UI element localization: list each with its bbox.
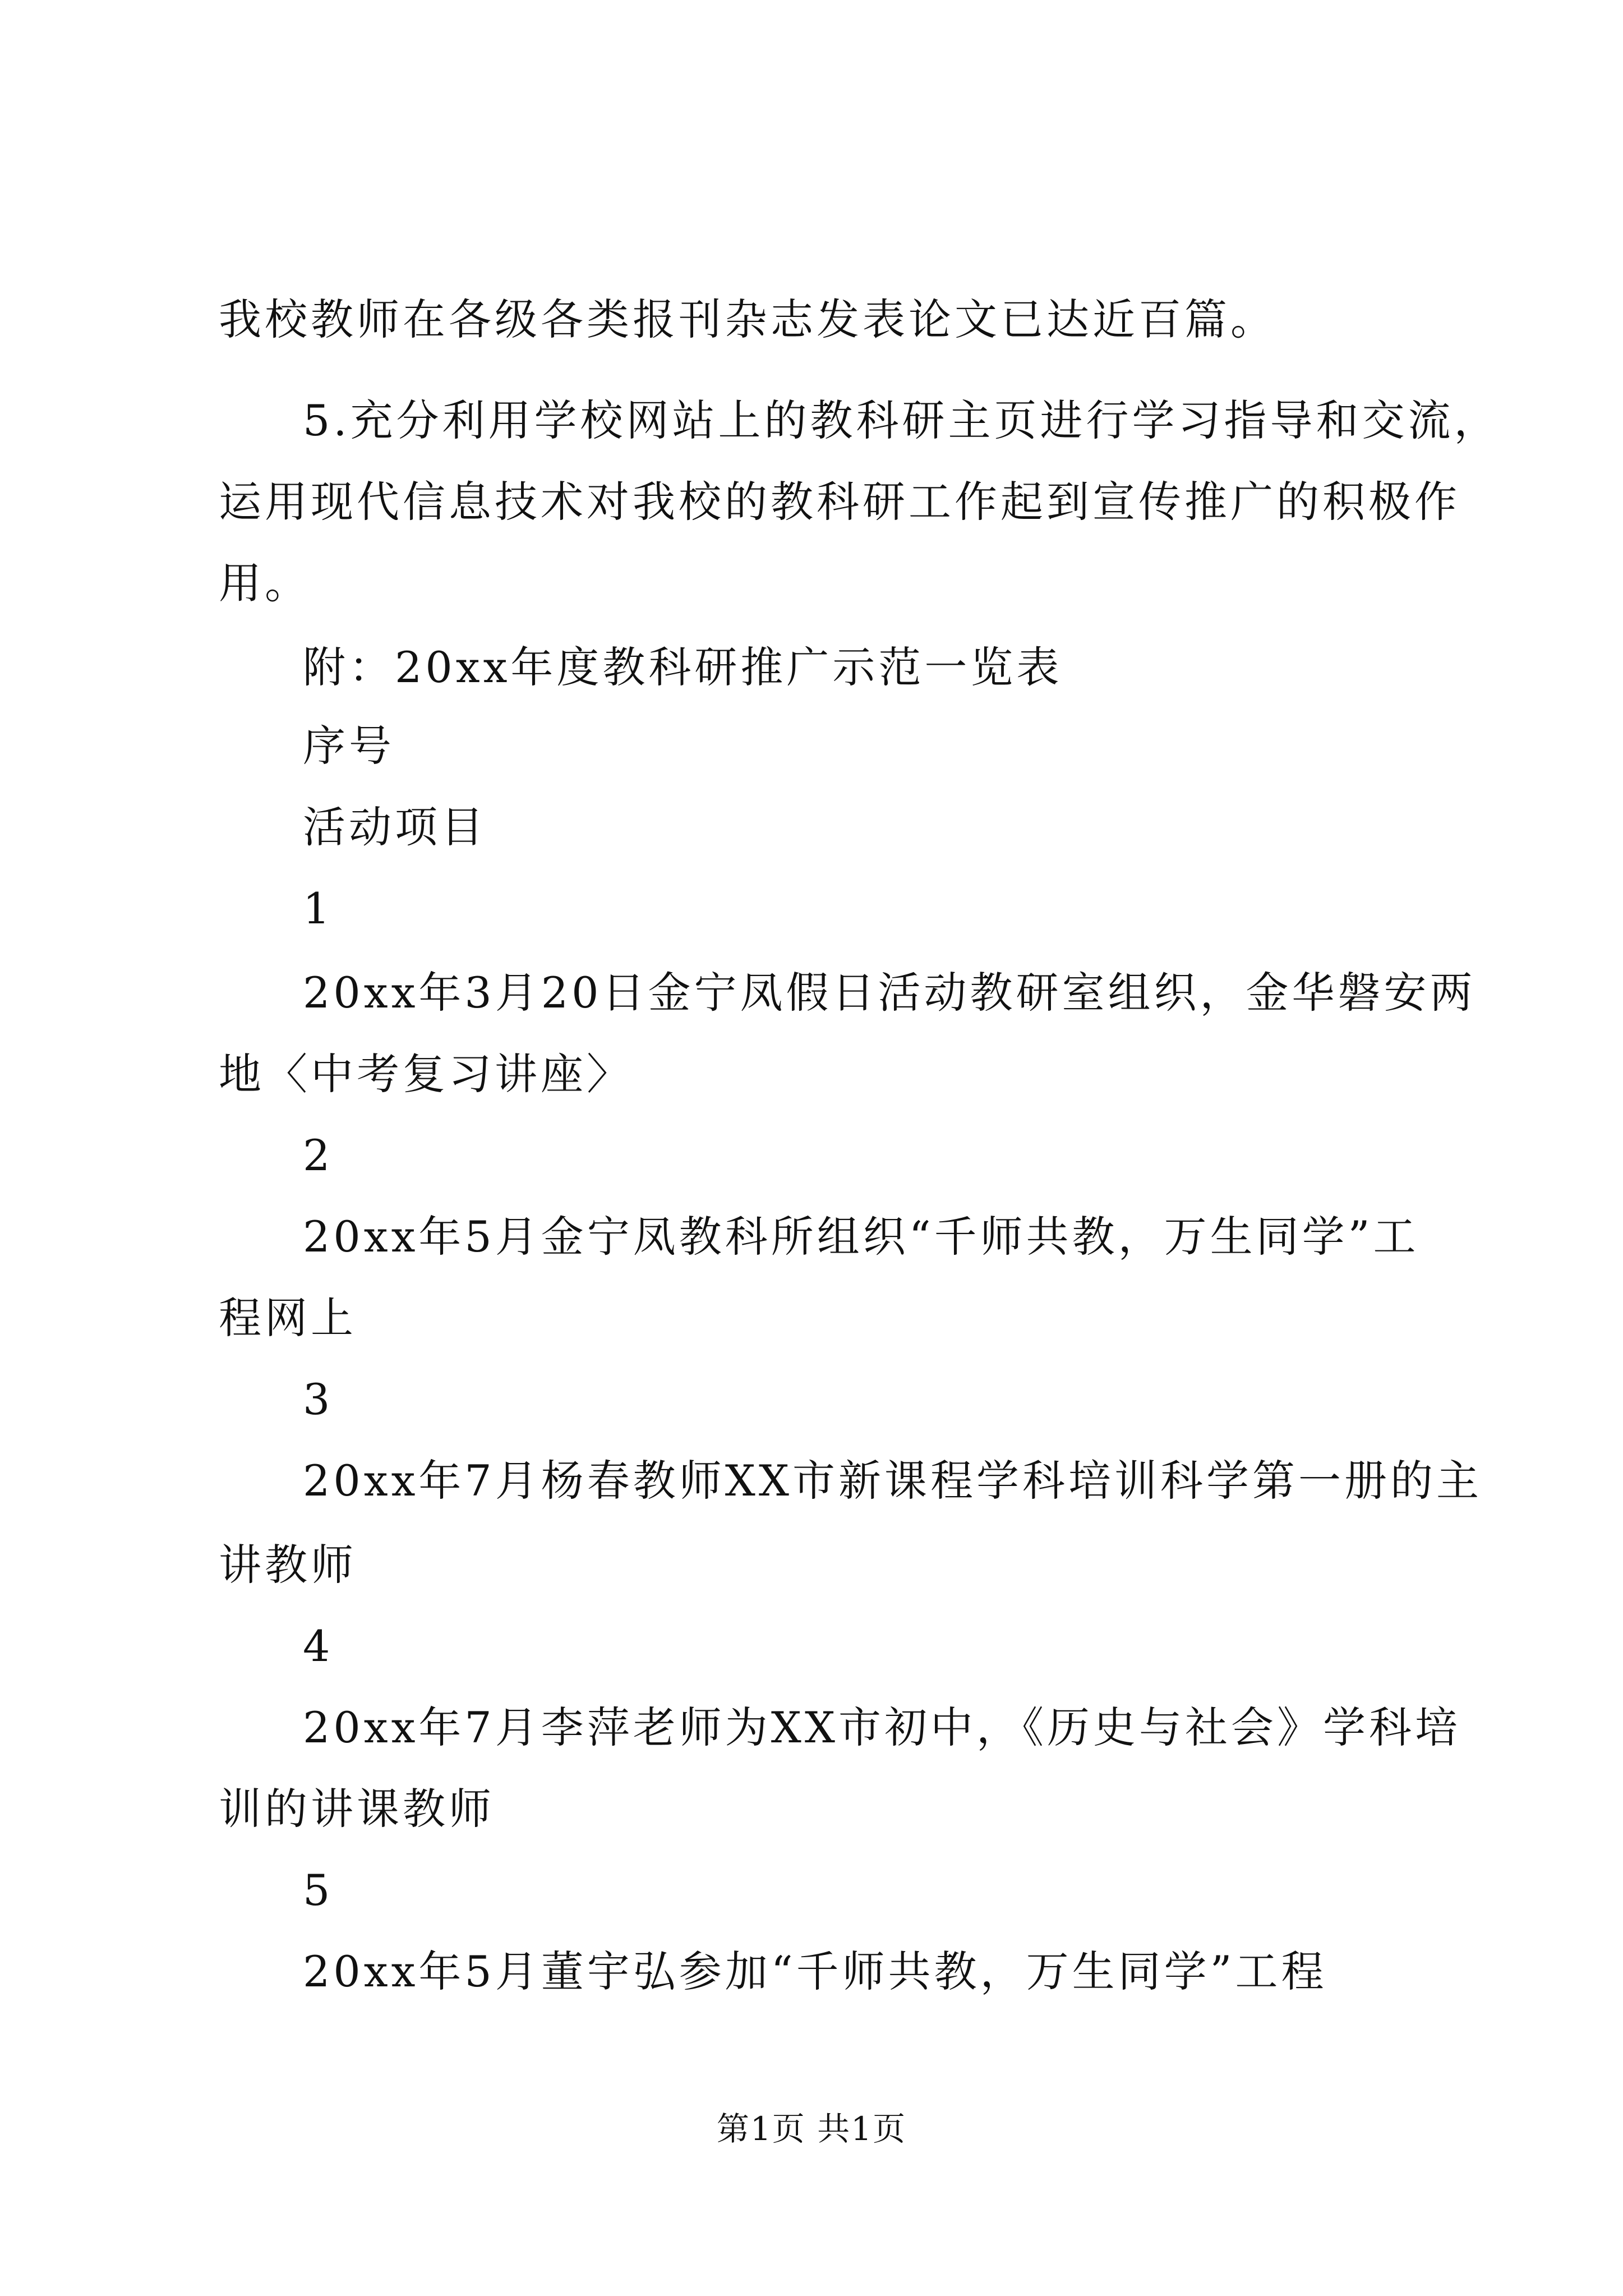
text-line: 地〈中考复习讲座〉 bbox=[219, 1049, 633, 1099]
text-line: 运用现代信息技术对我校的教科研工作起到宣传推广的积极作 bbox=[219, 477, 1460, 527]
text-line: 活动项目 bbox=[303, 802, 487, 852]
text-line: 讲教师 bbox=[219, 1540, 357, 1590]
text-line: 4 bbox=[303, 1621, 334, 1671]
text-line: 用。 bbox=[219, 558, 311, 608]
text-line: 20xx年3月20日金宁凤假日活动教研室组织，金华磐安两 bbox=[303, 968, 1476, 1018]
text-line: 序号 bbox=[303, 721, 395, 771]
text-line: 附：20xx年度教科研推广示范一览表 bbox=[303, 642, 1063, 692]
text-line: 20xx年7月李萍老师为XX市初中，《历史与社会》学科培 bbox=[303, 1703, 1461, 1752]
text-line: 5 bbox=[303, 1865, 334, 1915]
text-line: 训的讲课教师 bbox=[219, 1784, 495, 1834]
page-number-footer: 第1页 共1页 bbox=[716, 2110, 907, 2148]
text-line: 20xx年5月董宇弘参加“千师共教，万生同学”工程 bbox=[303, 1947, 1327, 1996]
text-line: 5.充分利用学校网站上的教科研主页进行学习指导和交流， bbox=[303, 395, 1500, 445]
text-line: 1 bbox=[303, 884, 334, 933]
text-line: 程网上 bbox=[219, 1293, 357, 1343]
text-line: 我校教师在各级各类报刊杂志发表论文已达近百篇。 bbox=[219, 295, 1276, 344]
text-line: 2 bbox=[303, 1130, 334, 1180]
text-line: 20xx年7月杨春教师XX市新课程学科培训科学第一册的主 bbox=[303, 1456, 1482, 1506]
text-line: 3 bbox=[303, 1374, 334, 1424]
text-line: 20xx年5月金宁凤教科所组织“千师共教，万生同学”工 bbox=[303, 1212, 1419, 1262]
